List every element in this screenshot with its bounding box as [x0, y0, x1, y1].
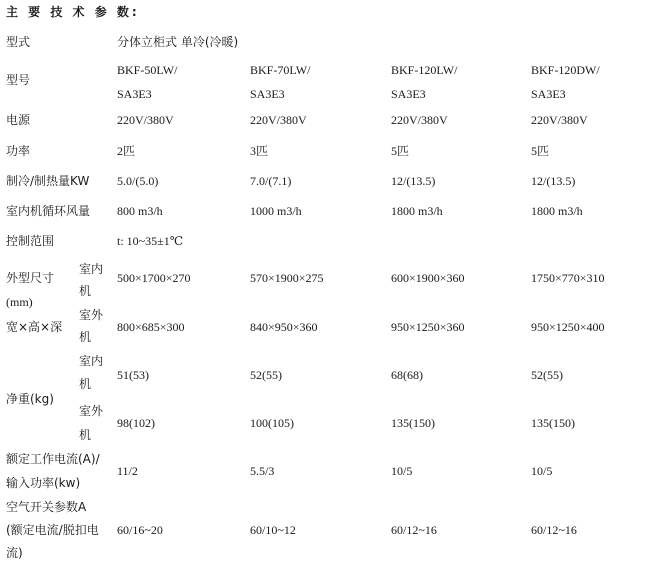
- dims-indoor-cell: 500×1700×270: [117, 271, 191, 285]
- power-label: 电源: [6, 113, 31, 127]
- hp-cell: 5匹: [531, 144, 550, 158]
- dims-indoor-cell: 600×1900×360: [391, 271, 465, 285]
- model-cell: BKF-120DW/: [531, 63, 600, 77]
- control-value: t: 10~35±1℃: [117, 234, 184, 248]
- type-label: 型式: [6, 35, 31, 49]
- hp-cell: 3匹: [250, 144, 269, 158]
- indoor-sublabel: 室内: [79, 262, 104, 276]
- power-cell: 220V/380V: [250, 113, 307, 127]
- dims-unit: (mm): [6, 295, 33, 309]
- hp-cell: 5匹: [391, 144, 410, 158]
- control-label: 控制范围: [6, 234, 55, 248]
- weight-indoor-cell: 68(68): [391, 368, 423, 382]
- type-value: 分体立柜式 单冷(冷暖): [117, 35, 239, 49]
- outdoor-sublabel: 室外: [79, 404, 104, 418]
- airflow-cell: 1000 m3/h: [250, 204, 302, 218]
- hp-label: 功率: [6, 144, 31, 158]
- capacity-cell: 7.0/(7.1): [250, 174, 292, 188]
- power-cell: 220V/380V: [117, 113, 174, 127]
- dims-indoor-cell: 570×1900×275: [250, 271, 324, 285]
- model-cell: BKF-50LW/: [117, 63, 178, 77]
- indoor-sublabel: 机: [79, 377, 92, 391]
- weight-outdoor-cell: 100(105): [250, 416, 294, 430]
- airflow-cell: 800 m3/h: [117, 204, 163, 218]
- weight-outdoor-cell: 135(150): [531, 416, 575, 430]
- weight-indoor-cell: 52(55): [531, 368, 563, 382]
- indoor-sublabel: 室内: [79, 354, 104, 368]
- input-power-label: 输入功率(kw): [6, 476, 81, 490]
- model-cell: BKF-70LW/: [250, 63, 311, 77]
- breaker-cell: 60/10~12: [250, 523, 296, 537]
- dims-outdoor-cell: 950×1250×360: [391, 320, 465, 334]
- dims-outdoor-cell: 840×950×360: [250, 320, 318, 334]
- dims-label: 外型尺寸: [6, 271, 55, 285]
- breaker-cell: 60/16~20: [117, 523, 163, 537]
- outdoor-sublabel: 机: [79, 330, 92, 344]
- model-cell: SA3E3: [117, 87, 152, 101]
- dims-outdoor-cell: 800×685×300: [117, 320, 185, 334]
- breaker-sublabel: (额定电流/脱扣电: [6, 523, 99, 537]
- model-label: 型号: [6, 73, 31, 87]
- weight-label: 净重(kg): [6, 392, 54, 406]
- outdoor-sublabel: 机: [79, 428, 92, 442]
- weight-indoor-cell: 51(53): [117, 368, 149, 382]
- breaker-cell: 60/12~16: [531, 523, 577, 537]
- breaker-sublabel: 流): [6, 546, 23, 560]
- capacity-cell: 12/(13.5): [391, 174, 436, 188]
- airflow-label: 室内机循环风量: [6, 204, 91, 218]
- dims-outdoor-cell: 950×1250×400: [531, 320, 605, 334]
- model-cell: SA3E3: [250, 87, 285, 101]
- current-cell: 10/5: [391, 464, 413, 478]
- current-cell: 5.5/3: [250, 464, 275, 478]
- dims-indoor-cell: 1750×770×310: [531, 271, 605, 285]
- weight-outdoor-cell: 98(102): [117, 416, 155, 430]
- hp-cell: 2匹: [117, 144, 136, 158]
- outdoor-sublabel: 室外: [79, 308, 104, 322]
- dims-order: 宽×高×深: [6, 320, 63, 334]
- model-cell: SA3E3: [391, 87, 426, 101]
- airflow-cell: 1800 m3/h: [531, 204, 583, 218]
- breaker-label: 空气开关参数A: [6, 500, 87, 514]
- page-title: 主 要 技 术 参 数:: [6, 5, 140, 19]
- model-cell: SA3E3: [531, 87, 566, 101]
- current-cell: 11/2: [117, 464, 138, 478]
- current-label: 额定工作电流(A)/: [6, 452, 100, 466]
- model-cell: BKF-120LW/: [391, 63, 458, 77]
- weight-outdoor-cell: 135(150): [391, 416, 435, 430]
- weight-indoor-cell: 52(55): [250, 368, 282, 382]
- capacity-cell: 5.0/(5.0): [117, 174, 159, 188]
- current-cell: 10/5: [531, 464, 553, 478]
- capacity-cell: 12/(13.5): [531, 174, 576, 188]
- power-cell: 220V/380V: [391, 113, 448, 127]
- airflow-cell: 1800 m3/h: [391, 204, 443, 218]
- capacity-label: 制冷/制热量KW: [6, 174, 90, 188]
- breaker-cell: 60/12~16: [391, 523, 437, 537]
- indoor-sublabel: 机: [79, 284, 92, 298]
- power-cell: 220V/380V: [531, 113, 588, 127]
